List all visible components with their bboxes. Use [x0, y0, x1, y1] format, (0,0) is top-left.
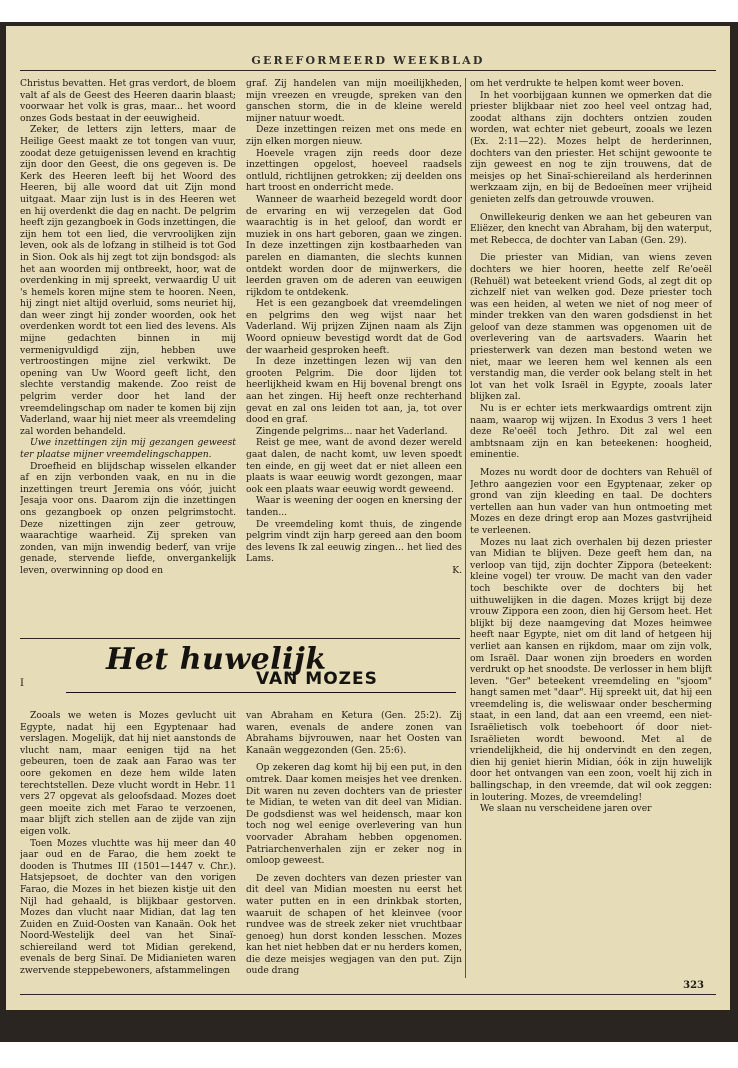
header-rule: [20, 70, 716, 71]
paragraph: Droefheid en blijdschap wisselen elkander af en zijn verbonden vaak, en nu in die inzettingen treurt Jeremia ons vóór, juicht Jesaja voor ons. Daarom zijn die inzettingen ons gezangboek op onzen pelgrimstocht. Deze nizettingen zijn zeer getrouw, waarachtige waarheid. Zij spreken van zonden, van mijn inwendig bederf, van vrije genade, stervende liefde, onvergankelijk leven, overwinning op dood en: [20, 460, 236, 576]
article2-column-3: [470, 78, 712, 978]
paragraph: Die priester van Midian, van wiens zeven dochters we hier hooren, heette zelf Re'oeël (Rehuël) wat beteekent vriend Gods, al zegt dit op zichzelf niet van welken god. Deze priester toch was een heiden, al weten we niet of nog meer of minder trekken van den waren godsdienst in het geloof van deze stammen was opgenomen uit de overlevering van de aartsvaders. Waarin het priesterwerk van dezen man bestond weten we niet, maar we leeren hem wel kennen als een verstandig man, die verder ook belang stelt in het lot van het volk Israël in Egypte, zooals later blijken zal.: [470, 252, 712, 403]
paragraph: van Abraham en Ketura (Gen. 25:2). Zij waren, evenals de andere zonen van Abrahams bijvrouwen, naar het Oosten van Kanaän weggezonden (Gen. 25:6).: [246, 710, 462, 756]
running-header: GEREFORMEERD WEEKBLAD: [251, 54, 485, 67]
paragraph: om het verdrukte te helpen komt weer boven.: [470, 78, 684, 89]
bottom-rule: [20, 994, 716, 995]
paragraph: We slaan nu verscheidene jaren over: [480, 803, 652, 815]
paragraph: Zingende pelgrims... naar het Vaderland.: [256, 425, 448, 437]
paragraph: In het voorbijgaan kunnen we opmerken dat die priester blijkbaar niet zoo heel veel ontzag had, zoodat althans zijn dochters ontzien zouden worden, wat echter niet gebeurt, zooals we lezen (Ex. 2:11—22). Mozes helpt de herderinnen, dochters van den priester. Het schijnt gewoonte te zijn geweest en nog te zijn trouwens, dat de meisjes op het Sinaï-schiereiland als herderinnen werkzaam zijn, en bij de Bedoeïnen meer vrijheid genieten zelfs dan getrouwde vrouwen.: [470, 89, 712, 205]
paragraph: Zeker, de letters zijn letters, maar de Heilige Geest maakt ze tot tongen van vuur, zoodat deze getuigenissen levend en krachtig zijn door den Geest, die ons gegeven is. De Kerk des Heeren leeft bij het Woord des Heeren, bij alle woord dat uit Zijn mond uitgaat. Maar zijn lust is in des Heeren wet en hij overdenkt die dag en nacht. De pelgrim heeft zijn gezangboek in Gods inzettingen, die zijn hem tot een lied, die vervroolijken zijn leven, ook als de lofzang in stilheid is tot God in Sion. Ook als hij zegt tot zijn bondsgod: als het aan woorden mij ontbreekt, hoor, wat de overdenking in mij spreekt, verwaardig U uit 's hemels koren mijne stem te hooren. Neen, hij zingt niet altijd overluid, soms neuriet hij, dan weer zingt hij zonder woorden, ook het overdenken wordt tot een lied des levens. Als mijne gedachten binnen in mij vermenigvuldigd zijn, hebben uwe vertroostingen mijne ziel verkwikt. De opening van Uw Woord geeft licht, den slechte verstandig makende. Zoo reist de pelgrim verder door het land der vreemdelingschap om nader te komen bij zijn Vaderland, waar hij niet meer als vreemdeling zal worden behandeld.: [20, 124, 236, 437]
paragraph: Christus bevatten. Het gras verdort, de bloem valt af als de Geest des Heeren daarin blaast; voorwaar het volk is gras, maar... het woord onzes Gods bestaat in der eeuwigheid.: [20, 78, 236, 124]
paragraph: [20, 437, 236, 460]
paragraph: In deze inzettingen lezen wij van den grooten Pelgrim. Die door lijden tot heerlijkheid kwam en Hij bovenal brengt ons aan het zingen. Hij heeft onze rechterhand gevat en zal ons leiden tot aan, ja, tot over dood en graf.: [246, 356, 462, 426]
title-rule: [66, 692, 456, 693]
paragraph: Onwillekeurig denken we aan het gebeuren van Eliëzer, den knecht van Abraham, bij den waterput, met Rebecca, de dochter van Laban (Gen. 29).: [470, 211, 712, 246]
paragraph: Reist ge mee, want de avond dezer wereld gaat dalen, de nacht komt, uw leven spoedt ten einde, en gij weet dat er niet alleen een plaats is waar eeuwig wordt gezongen, maar ook een plaats waar eeuwig wordt geweend.: [246, 437, 462, 495]
article-divider: [20, 638, 460, 639]
article-title-script: Het huwelijk: [106, 642, 327, 677]
article1-column-1: [20, 78, 236, 634]
paragraph: Nu is er echter iets merkwaardigs omtrent zijn naam, waarop wij wijzen. In Exodus 3 vers 1 heet deze Re'oeël toch Jethro. Dit zal wel een ambtsnaam zijn en kan beteekenen: hoogheid, eminentie.: [470, 403, 712, 461]
paragraph: Mozes nu laat zich overhalen bij dezen priester van Midian te blijven. Deze geeft hem dan, na verloop van tijd, zijn dochter Zippora (beteekent: kleine vogel) ter vrouw. De macht van den vader toch beschikte over de dochters bij het uithuwelijken in die dagen. Mozes krijgt bij deze vrouw Zippora een zoon, dien hij Gersom heet. Het blijkt bij deze naamgeving dat Mozes heimwee heeft naar Egypte, niet om dit land of hetgeen hij verliet aan kansen en rijkdom, maar om zijn volk, om Israël. Daar wonen zijn broeders en worden verdrukt op het snoodste. De verlosser in hem blijft leven. "Ger" beteekent vreemdeling en "sjoom" hangt samen met "daar". Hij spreekt uit, dat hij een vreemdeling is, die weliswaar onder bescherming staat, in een land, dat aan een vreemd, een niet-Israëlietisch volk toebehoort óf door niet-Israëlieten wordt bewoond. Met al de vriendelijkheid, die hij ondervindt en den zegen, dien hij geniet hierin Midian, óók in zijn huwelijk door het ontvangen van een zoon, voelt hij zich in ballingschap, in den vreemde, dat wil ook zeggen: in loutering. Mozes, de vreemdeling!: [470, 536, 712, 803]
italic-quote: Uwe inzettingen zijn mij gezangen geweest ter plaatse mijner vreemdelingschappen.: [20, 437, 236, 460]
author-signature: K.: [452, 564, 462, 576]
paragraph: Op zekeren dag komt hij bij een put, in den omtrek. Daar komen meisjes het vee drenken. Dit waren nu zeven dochters van de priester te Midian, te weten van dit deel van Midian. De godsdienst was wel heidensch, maar kon toch nog wel eenige overlevering van hun voorvader Abraham hebben opgenomen. Patriarchenverhalen zijn er zeker nog in omloop geweest.: [246, 762, 462, 867]
paragraph: Toen Mozes vluchtte was hij meer dan 40 jaar oud en de Farao, die hem zoekt te dooden is Thutmes III (1501—1447 v. Chr.). Hatsjepsoet, de dochter van den vorigen Farao, die Mozes in het biezen kistje uit den Nijl had gehaald, is blijkbaar gestorven. Mozes dan vlucht naar Midian, dat lag ten Zuiden en Zuid-Oosten van Kanaän. Ook het Noord-Westelijk deel van het Sinaï-schiereiland werd tot Midian gerekend, evenals de berg Sinaï. De Midianieten waren zwervende steppebewoners, afstammelingen: [20, 837, 236, 977]
paragraph: graf. Zij handelen van mijn moeilijkheden, mijn vreezen en vreugde, spreken van den ganschen storm, die in de kleine wereld mijner natuur woedt.: [246, 78, 462, 124]
paragraph: De zeven dochters van dezen priester van dit deel van Midian moesten nu eerst het water putten en in een drinkbak storten, waaruit de schapen of het kleinvee (voor rundvee was de streek zeker niet vruchtbaar genoeg) hun dorst konden lesschen. Mozes kan het niet hebben dat er nu herders komen, die deze meisjes wegjagen van den put. Zijn oude drang: [246, 872, 462, 977]
paragraph: De vreemdeling komt thuis, de zingende pelgrim vindt zijn harp gereed aan den boom des levens Ik zal eeuwig zingen... het lied des Lams.: [246, 518, 462, 565]
paragraph: Hoevele vragen zijn reeds door deze inzettingen opgelost, hoeveel raadsels ontluld, richtlijnen getrokken; zij deelden ons hart troost en onderricht mede.: [246, 147, 462, 194]
column-divider: [465, 78, 466, 978]
article1-column-2: [246, 78, 462, 634]
paragraph: Waar is weening der oogen en knersing der tanden...: [246, 495, 462, 518]
paragraph: Het is een gezangboek dat vreemdelingen en pelgrims den weg wijst naar het Vaderland. Wij prijzen Zijnen naam als Zijn Woord opnieuw bevestigd wordt dat de God der waarheid gesproken heeft.: [246, 298, 462, 356]
paragraph: Deze inzettingen reizen met ons mede en zijn elken morgen nieuw.: [246, 124, 462, 147]
paragraph: Zooals we weten is Mozes gevlucht uit Egypte, nadat hij een Egyptenaar had verslagen. Mogelijk, dat hij niet aanstonds de vlucht nam, maar eenigen tijd na het gebeuren, toen de zaak aan Farao was ter oore gekomen en deze hem wilde laten terechtstellen. Deze vlucht wordt in Hebr. 11 vers 27 opgevat als geloofsdaad. Mozes doet geen moeite zich met Farao te verzoenen, maar blijft zich stellen aan de zijde van zijn eigen volk.: [20, 710, 236, 837]
paragraph: Mozes nu wordt door de dochters van Rehuël of Jethro aangezien voor een Egyptenaar, zeker op grond van zijn kleeding en taal. De dochters vertellen aan hun vader van hun ontmoeting met Mozes en deze dringt erop aan Mozes gastvrijheid te verleenen.: [470, 467, 712, 536]
article-title-caps: VAN MOZES: [256, 669, 378, 689]
magazine-page: [6, 26, 730, 1010]
section-number: I: [20, 678, 24, 689]
page-number: 323: [683, 980, 704, 991]
article2-column-1: [20, 710, 236, 984]
article2-column-2: [246, 710, 462, 984]
paragraph: Wanneer de waarheid bezegeld wordt door de ervaring en wij verzegelen dat God waarachtig is in het geloof, dan wordt er muziek in ons hart geboren, gaan we zingen. In deze inzettingen zijn kostbaarheden van parelen en diamanten, die slechts kunnen ontdekt worden door de mijnwerkers, die leerden graven om de aderen van eeuwigen rijkdom te ontdekenk.: [246, 193, 462, 298]
